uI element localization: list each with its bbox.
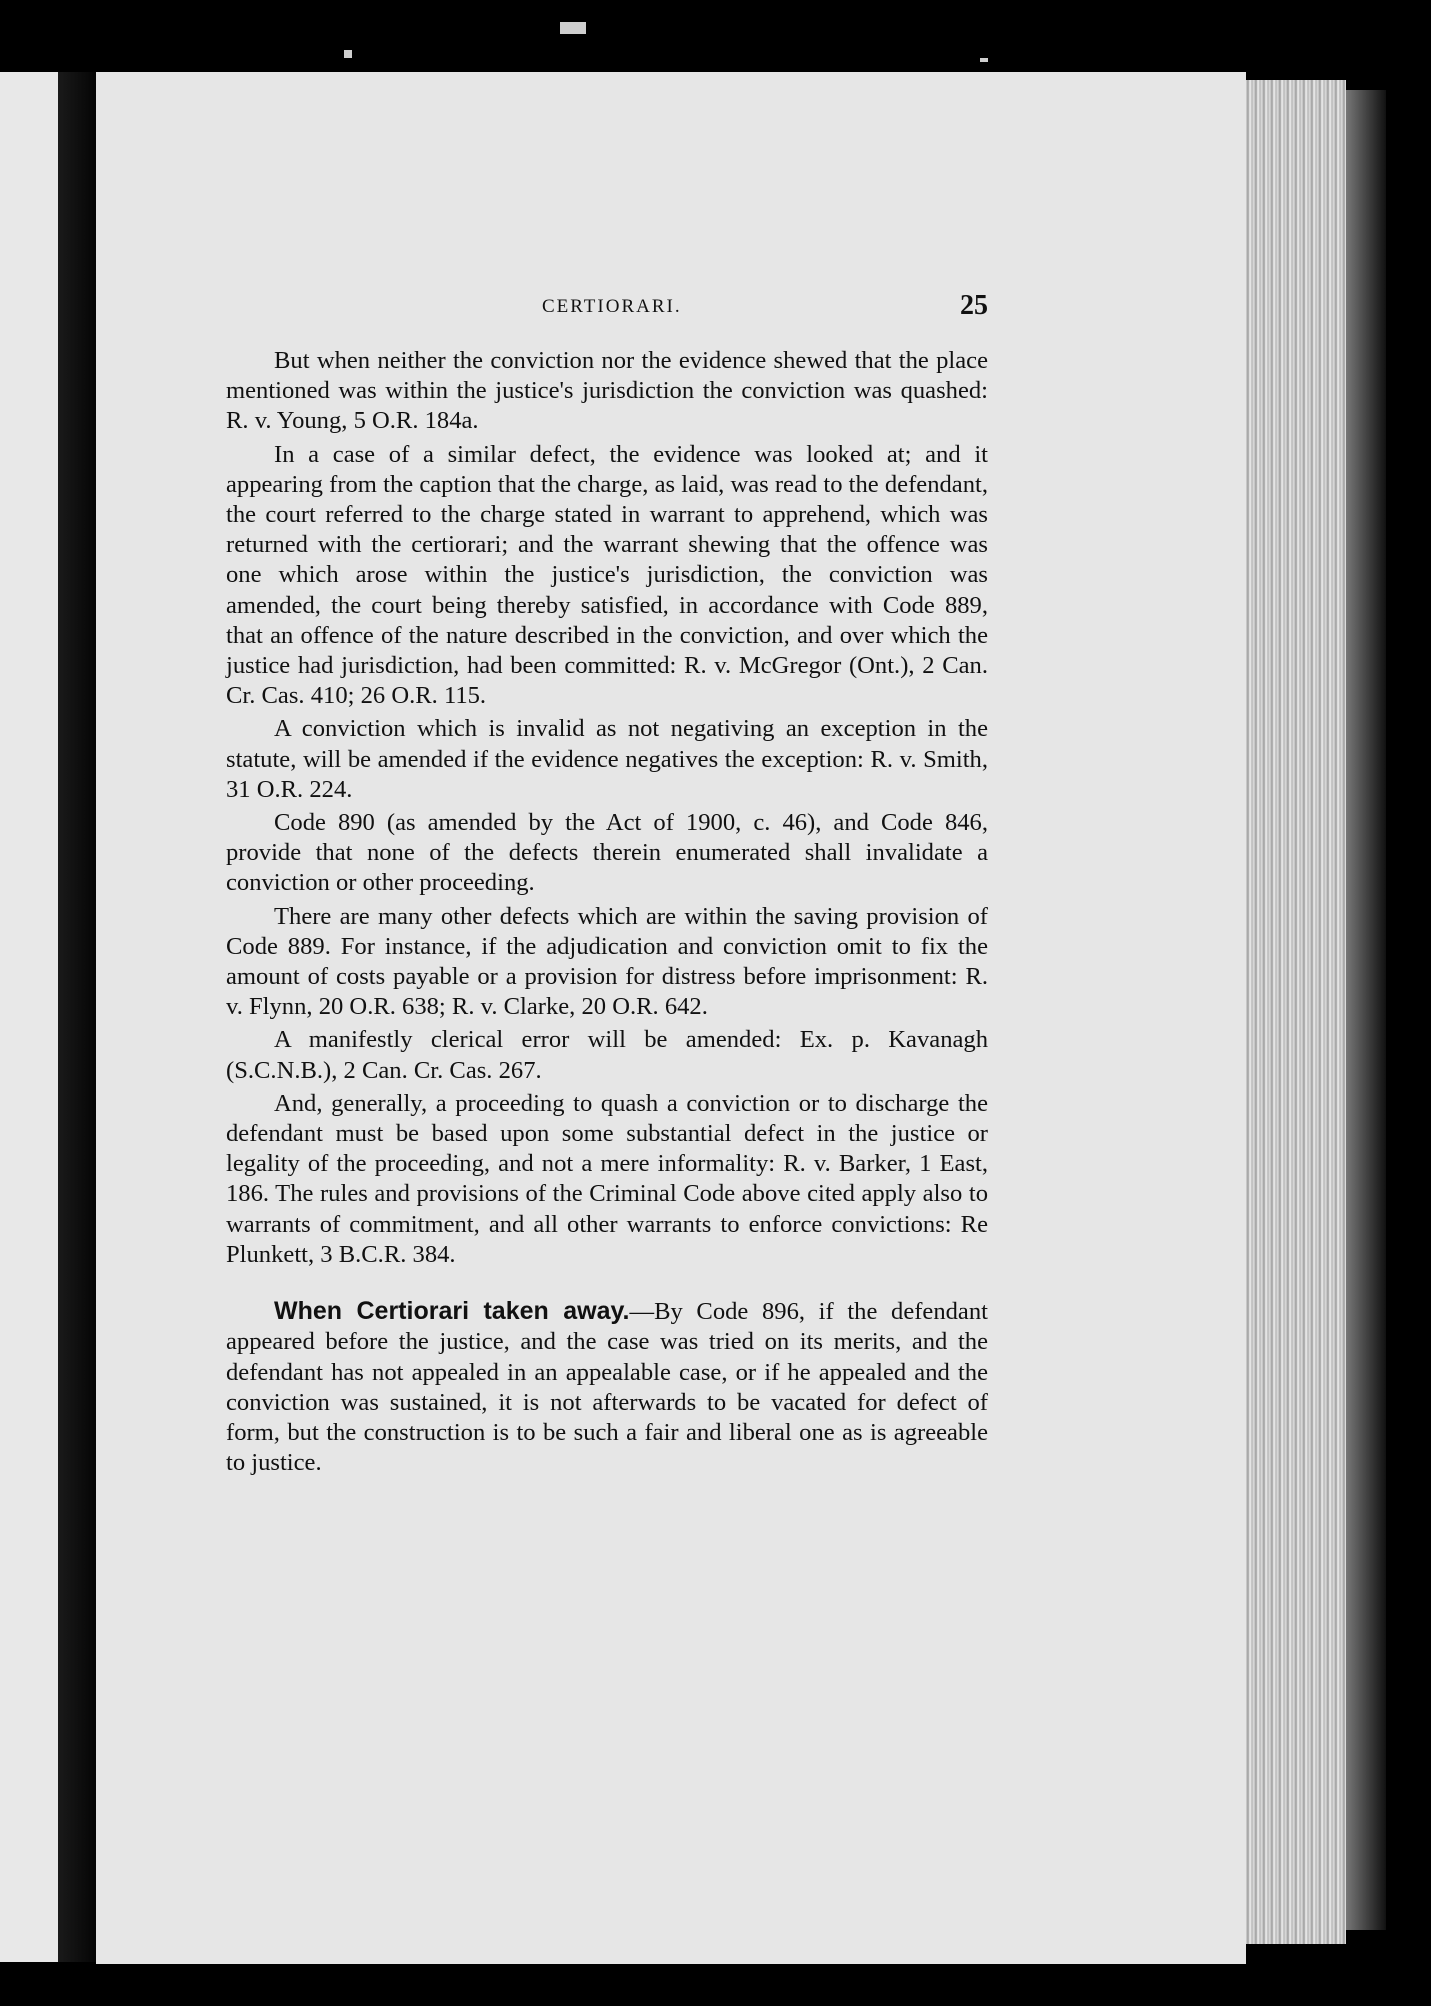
page-number: 25 xyxy=(960,290,988,321)
dust-speck xyxy=(344,50,352,58)
paragraph: A manifestly clerical error will be amended: Ex. p. Kavanagh (S.C.N.B.), 2 Can. Cr. Cas. 267. xyxy=(226,1026,988,1084)
left-page-edge xyxy=(0,72,58,1962)
book-cover-edge xyxy=(1346,90,1386,1930)
section-heading: When Certiorari taken away. xyxy=(274,1297,630,1326)
page-stack-edges xyxy=(1246,80,1346,1944)
paragraph: There are many other defects which are within the saving provision of Code 889. For instance, if the adjudication and conviction omit to fix the amount of costs payable or a provision for distress before imprisonment: R. v. Flynn, 20 O.R. 638; R. v. Clarke, 20 O.R. 642. xyxy=(226,902,988,1021)
paragraph: And, generally, a proceeding to quash a conviction or to discharge the defendant must be based upon some substantial defect in the justice or legality of the proceeding, and not a mere informality: R. v. Barker, 1 East, 186. The rules and provisions of the Criminal Code above cited apply also to warrants of commitment, and all other warrants to enforce convictions: Re Plunkett, 3 B.C.R. 384. xyxy=(226,1089,988,1268)
section-body: —By Code 896, if the defendant appeared before the justice, and the case was tried on its merits, and the defendant has not appealed in an appealable case, or if he appealed and the conviction was sustained, it is not afterwards to be vacated for defect of form, but the construction is to be such a fair and liberal one as is agreeable to justice. xyxy=(226,1298,988,1477)
running-head: CERTIORARI. xyxy=(542,296,682,317)
page-header xyxy=(226,292,988,328)
body-text xyxy=(226,346,988,1503)
paragraph: Code 890 (as amended by the Act of 1900, c. 46), and Code 846, provide that none of the defects therein enumerated shall invalidate a conviction or other proceeding. xyxy=(226,809,988,897)
paragraph: But when neither the conviction nor the evidence shewed that the place mentioned was within the justice's jurisdiction the conviction was quashed: R. v. Young, 5 O.R. 184a. xyxy=(226,347,988,435)
section-paragraph xyxy=(226,1296,988,1478)
dust-speck xyxy=(980,58,988,62)
paragraph: In a case of a similar defect, the evidence was looked at; and it appearing from the caption that the charge, as laid, was read to the defendant, the court referred to the charge stated in warrant to apprehend, which was returned with the certiorari; and the warrant shewing that the offence was one which arose within the justice's jurisdiction, the conviction was amended, the court being thereby satisfied, in accordance with Code 889, that an offence of the nature described in the conviction, and over which the justice had jurisdiction, had been committed: R. v. McGregor (Ont.), 2 Can. Cr. Cas. 410; 26 O.R. 115. xyxy=(226,440,988,710)
dust-speck xyxy=(560,22,586,34)
binding-shadow xyxy=(58,72,96,1962)
paragraph: A conviction which is invalid as not negativing an exception in the statute, will be amended if the evidence negatives the exception: R. v. Smith, 31 O.R. 224. xyxy=(226,715,988,803)
